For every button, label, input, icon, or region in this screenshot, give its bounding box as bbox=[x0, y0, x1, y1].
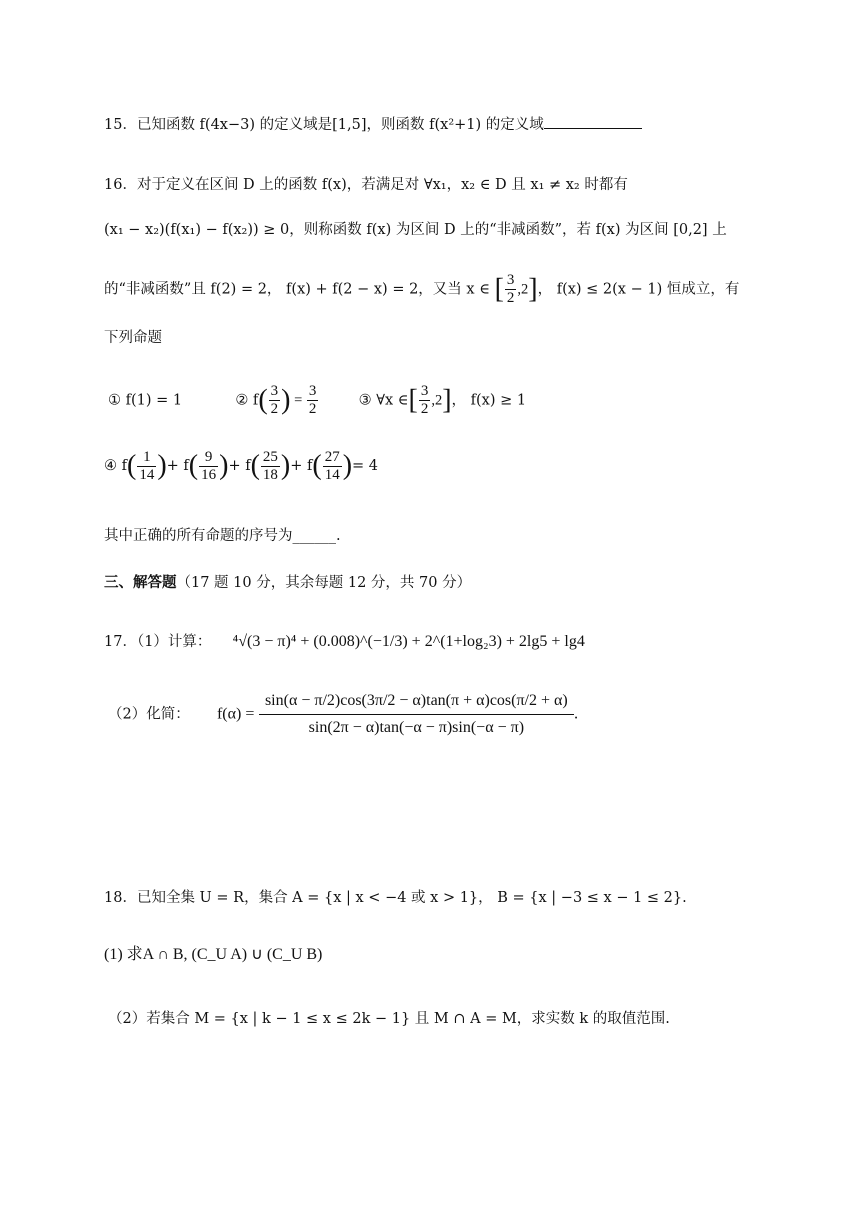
q18-part2-text: （2）若集合 M = {x | k − 1 ≤ x ≤ 2k − 1} 且 M ∩ A = M，求实数 k 的取值范围. bbox=[108, 1011, 670, 1027]
q15-number: 15． bbox=[104, 117, 137, 133]
q18-part1-text: (1) 求A ∩ B, (C_U A) ∪ (C_U B) bbox=[104, 946, 323, 963]
option-4: ④ f bbox=[104, 458, 127, 474]
section-3-heading bbox=[104, 573, 471, 593]
q16-text-2: (x₁ − x₂)(f(x₁) − f(x₂)) ≥ 0，则称函数 f(x) 为区间 D 上的“非减函数”，若 f(x) 为区间 [0,2] 上 bbox=[104, 222, 727, 238]
option-3: ③ ∀x ∈ bbox=[358, 392, 409, 409]
section-3-title: 三、解答题 bbox=[104, 574, 177, 591]
q17-denominator: sin(2π − α)tan(−α − π)sin(−α − π) bbox=[308, 719, 525, 736]
q15-answer-blank bbox=[544, 114, 642, 129]
q17-fraction bbox=[259, 688, 574, 741]
q16-text-3b: ， f(x) ≤ 2(x − 1) 恒成立，有 bbox=[537, 281, 740, 298]
q17-part2-label: （2）化简： bbox=[108, 706, 190, 723]
q17-part1-label: （1）计算： bbox=[136, 634, 212, 650]
q17-part-2: （2）化简： f(α) = $\frac{\sin(\alpha - \pi/2)\cos(3\pi/2 - \alpha)\tan(\pi + \alpha)\cos(\pi/2 + \alpha)}{\sin(2\pi - \alpha)\tan(-\alpha - \pi)\sin(-\alpha - \pi)}$ . bbox=[108, 688, 578, 741]
q16-line-4 bbox=[104, 328, 162, 348]
q17-part-1 bbox=[104, 632, 585, 652]
option-1: ① f(1) = 1 bbox=[108, 392, 183, 409]
q16-number: 16． bbox=[104, 177, 137, 193]
q16-answer-text: 其中正确的所有命题的序号为______. bbox=[104, 528, 341, 544]
q17-numerator: sin(α − π/2)cos(3π/2 − α)tan(π + α)cos(π/2 + α) bbox=[259, 688, 574, 715]
option-3-tail: ， f(x) ≥ 1 bbox=[451, 392, 527, 409]
option-4-end: = 4 bbox=[352, 458, 379, 474]
q16-line-1 bbox=[104, 175, 628, 195]
q16-text-4: 下列命题 bbox=[104, 330, 162, 346]
q17-part1-expression: ⁴√(3 − π)⁴ + (0.008)^(−1/3) + 2^(1+log₂3) + 2lg5 + lg4 bbox=[232, 633, 585, 650]
q16-text-3a: 的“非减函数”且 f(2) = 2， f(x) + f(2 − x) = 2，又当 x ∈ bbox=[104, 281, 490, 298]
q16-options-row-2: ④ f( $\frac{1}{14}$ )+ f( $\frac{9}{16}$ )+ f( $\frac{25}{18}$ )+ f( $\frac{27}{14}$ )= 4 bbox=[104, 448, 379, 483]
q16-options-row-1: ① f(1) = 1 ② f( $\frac{3}{2}$ ) = $\frac{3}{2}$ ③ ∀x ∈[ $\frac{3}{2}$ ,2]， f(x) ≥ 1 bbox=[108, 383, 527, 417]
q16-text-1: 对于定义在区间 D 上的函数 f(x)，若满足对 ∀x₁，x₂ ∈ D 且 x₁ ≠ x₂ 时都有 bbox=[136, 177, 628, 193]
q17-part2-lhs: f(α) = bbox=[216, 705, 255, 723]
section-3-note: （17 题 10 分，其余每题 12 分，共 70 分） bbox=[176, 575, 472, 591]
q18-line-1 bbox=[104, 888, 687, 908]
option-2: ② f bbox=[235, 392, 259, 409]
question-15 bbox=[104, 114, 642, 135]
q18-text-1: 已知全集 U = R，集合 A = {x | x < −4 或 x > 1}， B = {x | −3 ≤ x − 1 ≤ 2}. bbox=[136, 890, 687, 906]
q16-line-2 bbox=[104, 220, 727, 240]
q18-number: 18． bbox=[104, 890, 137, 906]
frac-3-2: $\frac{3}{2}$ bbox=[506, 272, 515, 306]
q16-answer-line bbox=[104, 526, 341, 546]
q17-number: 17． bbox=[104, 634, 137, 650]
q15-text: 已知函数 f(4x−3) 的定义域是[1,5]，则函数 f(x²+1) 的定义域 bbox=[136, 117, 544, 133]
q18-part-2 bbox=[108, 1009, 670, 1029]
q18-part-1 bbox=[104, 945, 322, 965]
q16-line-3: 的“非减函数”且 f(2) = 2， f(x) + f(2 − x) = 2，又当 x ∈ [ $\frac{3}{2}$ ,2]， f(x) ≤ 2(x − 1) 恒成立，有 bbox=[104, 272, 740, 306]
